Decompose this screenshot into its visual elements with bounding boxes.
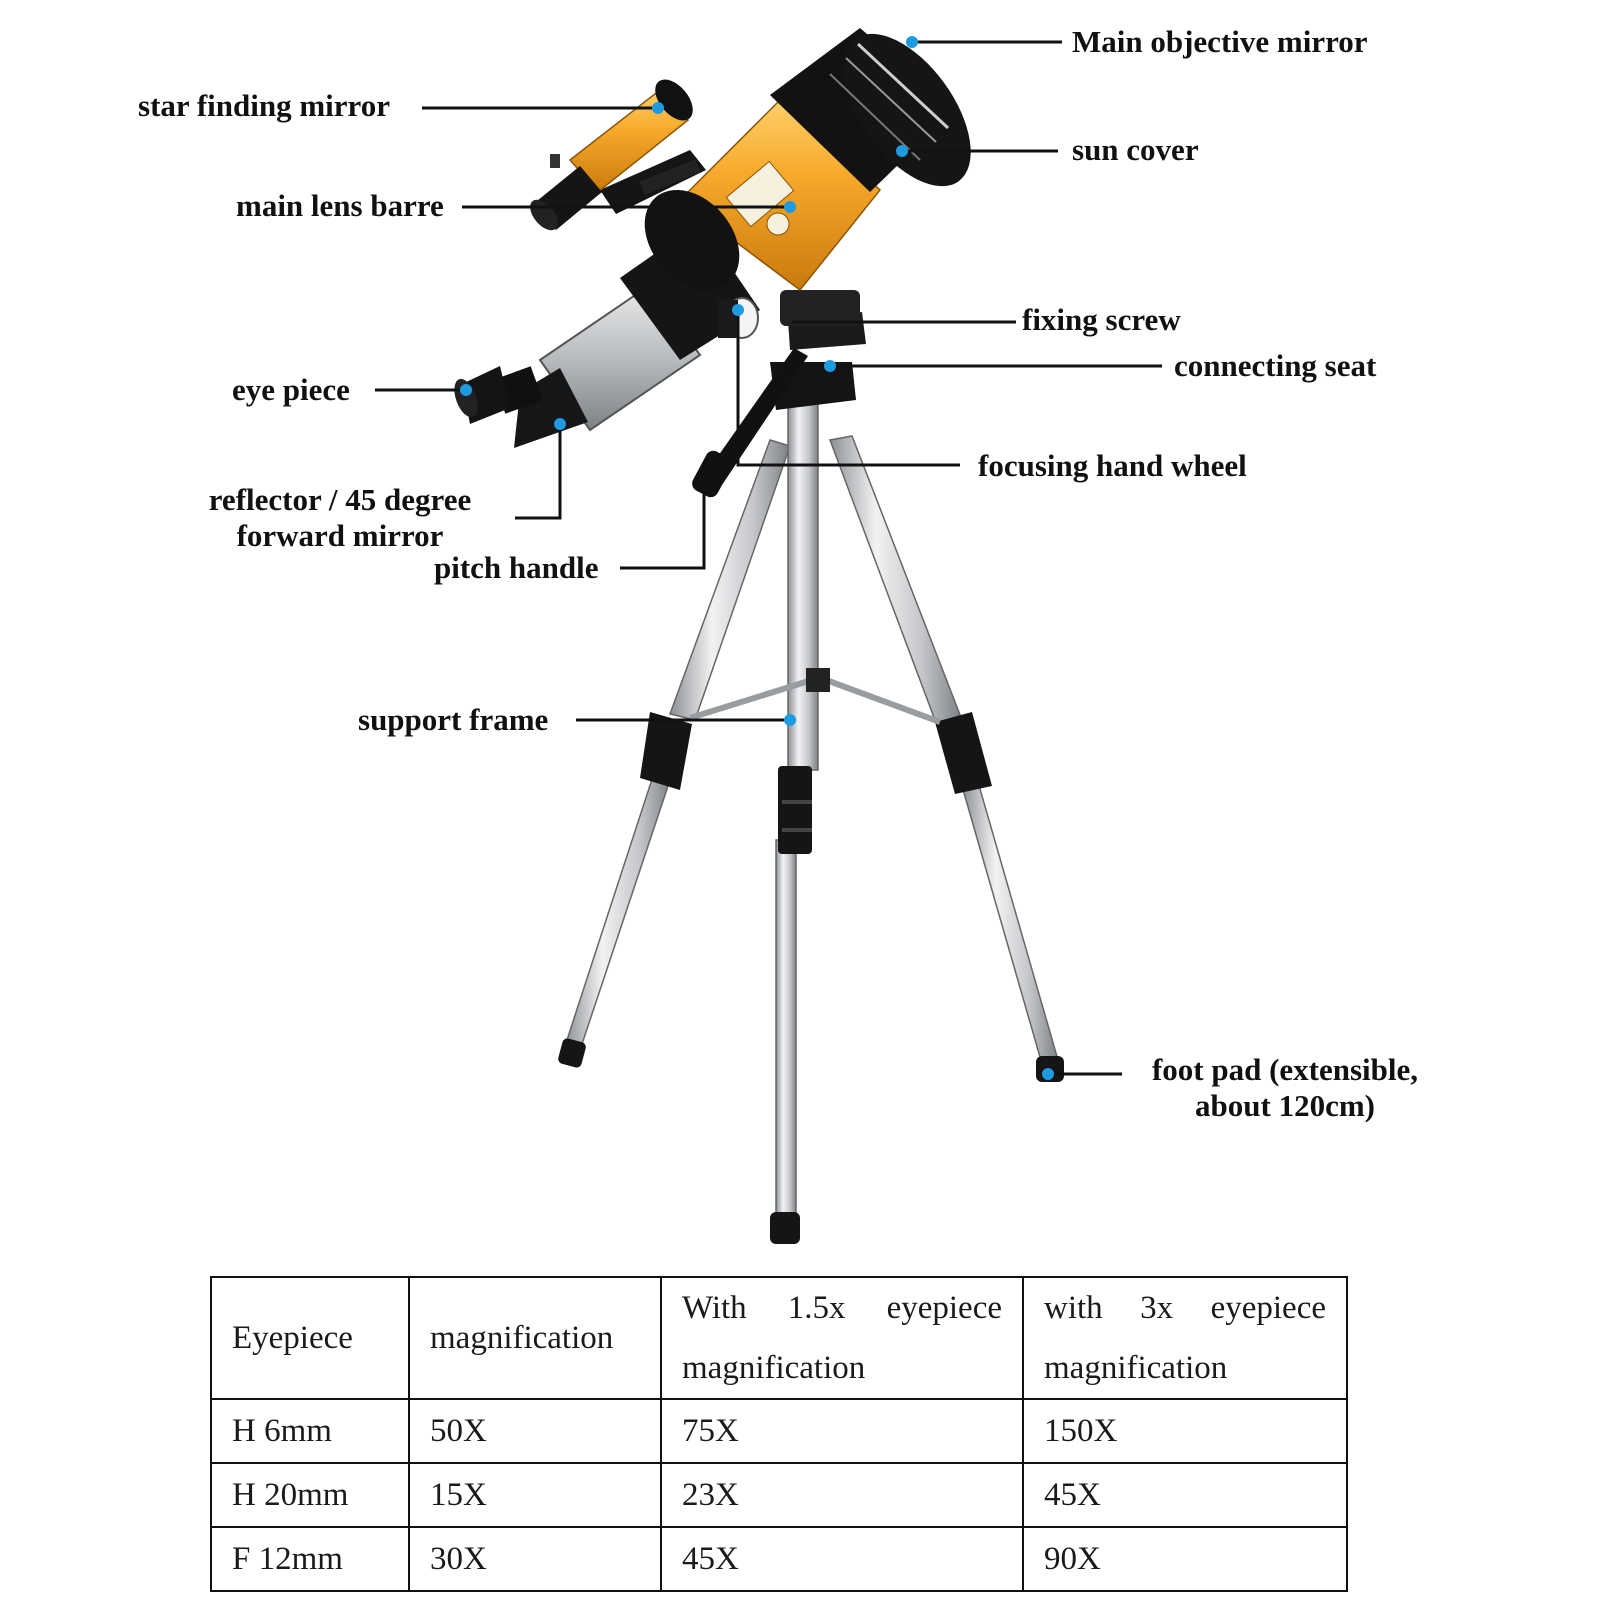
table-header-line: magnification: [682, 1350, 866, 1386]
tripod-center-leg: [770, 400, 818, 1244]
table-cell: F 12mm: [211, 1527, 409, 1591]
marker-reflector: [554, 418, 566, 430]
table-header-cell: Eyepiece: [211, 1277, 409, 1399]
table-cell: 45X: [661, 1527, 1023, 1591]
label-eye-piece: eye piece: [232, 372, 350, 407]
label-connecting-seat: connecting seat: [1174, 348, 1377, 383]
marker-support-frame: [784, 714, 796, 726]
table-header-cell: magnification: [409, 1277, 661, 1399]
magnification-table: [210, 1276, 1348, 1592]
table-cell: 90X: [1023, 1527, 1347, 1591]
table-header-cell: [661, 1277, 1023, 1399]
tripod-head: [770, 290, 866, 410]
label-reflector-line2: forward mirror: [236, 518, 444, 553]
table-cell: H 6mm: [211, 1399, 409, 1463]
tripod: [557, 290, 1064, 1244]
label-main-lens-barrel: main lens barre: [236, 188, 444, 223]
marker-eye-piece: [460, 384, 472, 396]
label-pitch-handle: pitch handle: [434, 550, 599, 585]
marker-sun-cover: [896, 145, 908, 157]
marker-foot-pad: [1042, 1068, 1054, 1080]
table-cell: 45X: [1023, 1463, 1347, 1527]
marker-main-lens-barrel: [784, 201, 796, 213]
label-fixing-screw: fixing screw: [1022, 302, 1181, 337]
table-cell: 50X: [409, 1399, 661, 1463]
table-header-cell: [1023, 1277, 1347, 1399]
label-foot-pad-line1: foot pad (extensible,: [1151, 1052, 1419, 1087]
label-reflector-line1: reflector / 45 degree: [208, 482, 472, 517]
label-star-finding-mirror: star finding mirror: [138, 88, 391, 123]
table-row: [211, 1463, 1347, 1527]
table-cell: 150X: [1023, 1399, 1347, 1463]
table-header-line: with 3x eyepiece: [1044, 1290, 1326, 1326]
label-support-frame: support frame: [358, 702, 549, 737]
table-header-line: With 1.5x eyepiece: [682, 1290, 1002, 1326]
marker-fixing-screw: [732, 304, 744, 316]
table-row: [211, 1399, 1347, 1463]
table-cell: 30X: [409, 1527, 661, 1591]
marker-connecting-seat: [824, 360, 836, 372]
marker-star-finding-mirror: [652, 102, 664, 114]
table-header-line: magnification: [1044, 1350, 1228, 1386]
label-main-objective-mirror: Main objective mirror: [1072, 24, 1368, 59]
label-reflector: [190, 482, 490, 554]
table-cell: H 20mm: [211, 1463, 409, 1527]
marker-main-objective-mirror: [906, 36, 918, 48]
table-cell: 15X: [409, 1463, 661, 1527]
table-row: [211, 1527, 1347, 1591]
label-sun-cover: sun cover: [1072, 132, 1199, 167]
telescope-body: [450, 12, 996, 448]
table-header-row: [211, 1277, 1347, 1399]
label-focusing-hand-wheel: focusing hand wheel: [978, 448, 1247, 483]
label-foot-pad: [1130, 1052, 1440, 1124]
tripod-right-leg: [830, 436, 1064, 1082]
table-cell: 75X: [661, 1399, 1023, 1463]
tripod-left-leg: [557, 440, 790, 1069]
leader-pitch-handle: [620, 490, 704, 568]
label-foot-pad-line2: about 120cm): [1195, 1088, 1375, 1123]
table-cell: 23X: [661, 1463, 1023, 1527]
